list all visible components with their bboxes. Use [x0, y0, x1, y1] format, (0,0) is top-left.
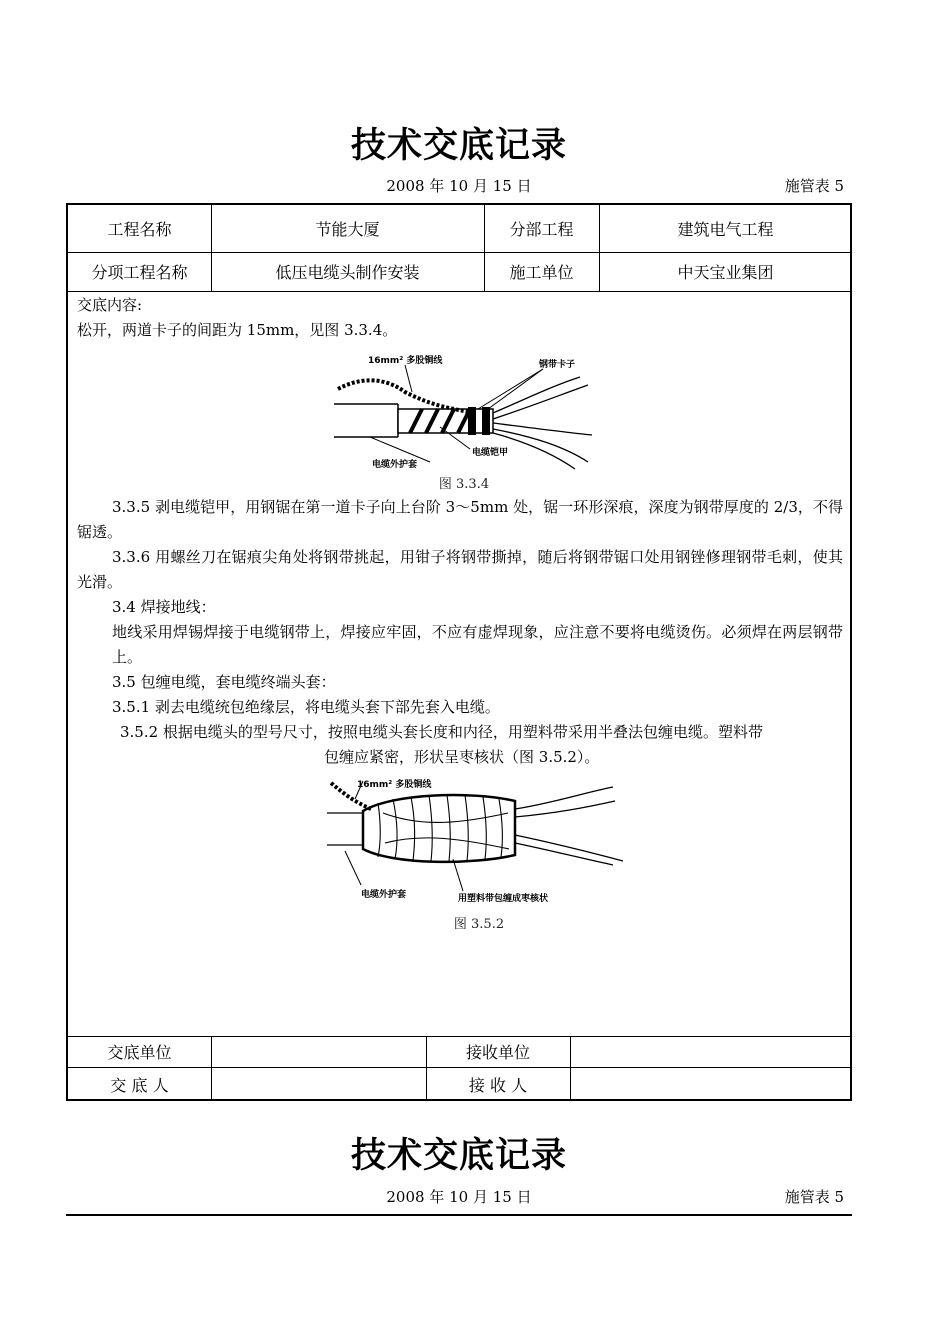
para-3-5-1: 3.5.1 剥去电缆统包绝缘层，将电缆头套下部先套入电缆。 — [112, 698, 500, 716]
receiver-value[interactable] — [570, 1067, 852, 1101]
page-title: 技术交底记录 — [350, 1136, 567, 1176]
fig2-label-wrap: 用塑料带包缠成枣核状 — [458, 894, 549, 904]
subitem-label: 分项工程名称 — [91, 263, 188, 282]
issuing-unit-value[interactable] — [211, 1036, 426, 1067]
receiving-unit-value[interactable] — [570, 1036, 852, 1067]
receiver-label: 接 收 人 — [468, 1075, 528, 1095]
para-3-5-2-line1: 3.5.2 根据电缆头的型号尺寸，按照电缆头套长度和内径，用塑料带采用半叠法包缠电缆。塑料带 — [120, 723, 763, 741]
figure-caption: 图 3.3.4 — [438, 477, 490, 492]
content-intro: 松开，两道卡子的间距为 15mm，见图 3.3.4。 — [77, 321, 398, 339]
content-heading: 交底内容: — [77, 296, 143, 314]
fig2-label-wire: 16mm² 多股铜线 — [357, 780, 432, 790]
fig2-label-sheath: 电缆外护套 — [361, 890, 407, 900]
para-3-4-title: 3.4 焊接地线： — [112, 598, 216, 616]
fig1-label-sheath: 电缆外护套 — [372, 460, 418, 470]
project-name-value: 节能大厦 — [315, 220, 380, 239]
para-3-3-5: 3.3.5 剥电缆铠甲，用钢锯在第一道卡子向上台阶 3～5mm 处，锯一环形深痕，深度为钢带厚度的 2/3，不得锯透。 — [77, 498, 843, 541]
issuer-label: 交 底 人 — [110, 1075, 169, 1095]
fig1-label-armor: 电缆铠甲 — [472, 448, 509, 458]
form-top-border — [66, 1214, 852, 1216]
para-3-5-title: 3.5 包缠电缆，套电缆终端头套： — [112, 673, 336, 691]
para-3-3-6: 3.3.6 用螺丝刀在锯痕尖角处将钢带挑起，用钳子将钢带撕掉，随后将钢带锯口处用钢锉修理钢带毛刺，使其光滑。 — [77, 548, 843, 591]
figure-3-5-2 — [323, 773, 643, 908]
record-date: 2008 年 10 月 15 日 — [386, 1188, 532, 1206]
division-label: 分部工程 — [509, 220, 574, 239]
issuer-value[interactable] — [211, 1067, 426, 1101]
contractor-value: 中天宝业集团 — [677, 263, 774, 282]
form-number: 施管表 5 — [784, 1188, 844, 1206]
form-number: 施管表 5 — [784, 177, 844, 195]
fig1-label-wire: 16mm² 多股铜线 — [368, 356, 443, 366]
record-date: 2008 年 10 月 15 日 — [386, 177, 532, 195]
receiving-unit-label: 接收单位 — [465, 1043, 530, 1062]
subitem-value: 低压电缆头制作安装 — [275, 263, 420, 282]
figure-3-3-4 — [330, 347, 630, 472]
issuing-unit-label: 交底单位 — [107, 1043, 172, 1062]
para-3-5-2-line2: 包缠应紧密，形状呈枣核状（图 3.5.2）。 — [324, 748, 600, 766]
fig1-label-clamp: 钢带卡子 — [539, 360, 576, 370]
record-form — [66, 203, 852, 1101]
contractor-label: 施工单位 — [509, 263, 574, 282]
page-title: 技术交底记录 — [350, 126, 567, 166]
division-value: 建筑电气工程 — [677, 220, 774, 239]
project-name-label: 工程名称 — [107, 220, 172, 239]
figure-caption: 图 3.5.2 — [453, 917, 505, 932]
para-3-4-body: 地线采用焊锡焊接于电缆钢带上，焊接应牢固，不应有虚焊现象，应注意不要将电缆烫伤。必须焊在两层钢带上。 — [112, 623, 843, 666]
